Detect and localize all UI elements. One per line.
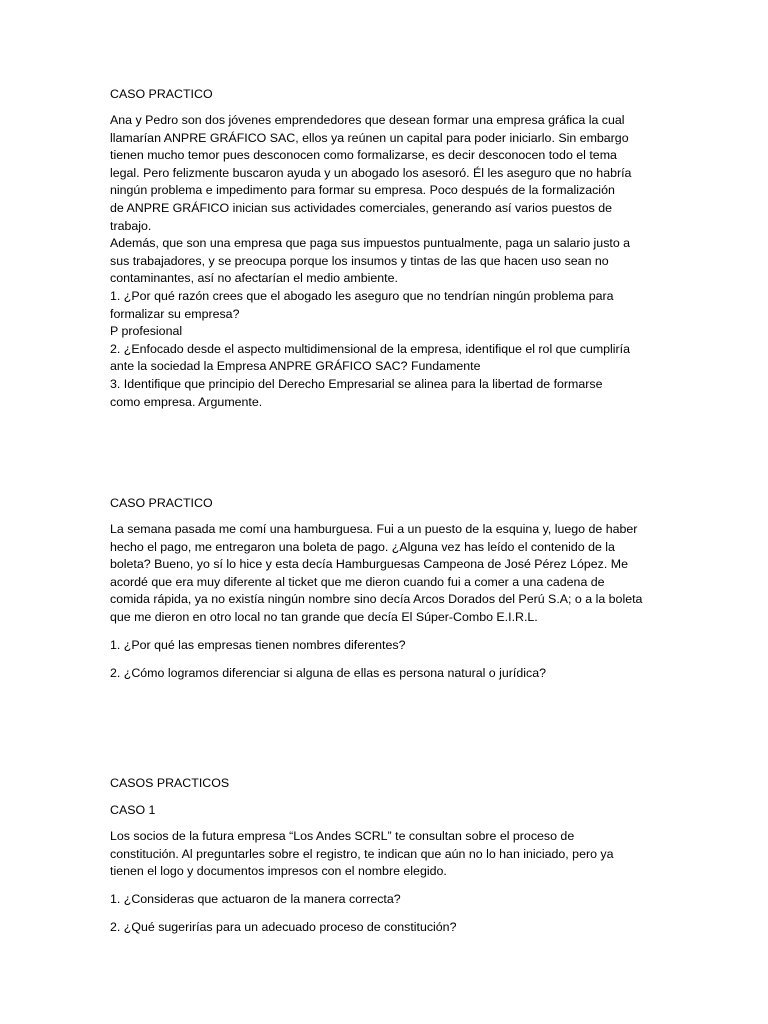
section-1-line: tienen mucho temor pues desconocen como formalizarse, es decir desconocen todo el tema [110,148,617,163]
section-1-line: trabajo. [110,218,152,233]
section-2-paragraph-line: boleta? Bueno, yo sí lo hice y esta decía Hamburguesas Campeona de José Pérez López. Me [110,557,628,572]
section-1-line: Ana y Pedro son dos jóvenes emprendedores que desean formar una empresa gráfica la cual [110,113,625,127]
section-3-subheading-block [110,802,658,820]
section-3-paragraph-line: tienen el logo y documentos impresos con el nombre elegido. [110,864,447,879]
section-2-paragraph-line: que me dieron en otro local no tan grande que decía El Súper-Combo E.I.R.L. [110,609,538,624]
section-1-question: 3. Identifique que principio del Derecho Empresarial se alinea para la libertad de formarse [110,376,603,391]
section-1-answer: P profesional [110,324,183,339]
section-1-line: legal. Pero felizmente buscaron ayuda y un abogado los asesoró. Él les aseguro que no habría [110,165,632,180]
section-1-question: 2. ¿Enfocado desde el aspecto multidimensional de la empresa, identifique el rol que cumpliría [110,341,631,356]
section-1-line: Además, que son una empresa que paga sus impuestos puntualmente, paga un salario justo a [110,236,631,251]
section-3-heading: CASOS PRACTICOS [110,776,230,790]
section-2-paragraph-line: acordé que era muy diferente al ticket que me dieron cuando fui a comer a una cadena de [110,574,605,589]
section-2-body [110,521,658,627]
section-1-line: de ANPRE GRÁFICO inician sus actividades comerciales, generando así varios puestos de [110,200,613,215]
section-1-question: como empresa. Argumente. [110,394,263,409]
section-2-paragraph-line: hecho el pago, me entregaron una boleta de pago. ¿Alguna vez has leído el contenido de la [110,539,615,554]
section-3-question: 1. ¿Consideras que actuaron de la manera correcta? [110,892,401,906]
section-1-heading: CASO PRACTICO [110,87,213,101]
section-3-paragraph-line: Los socios de la futura empresa “Los Andes SCRL” te consultan sobre el proceso de [110,829,575,843]
section-1 [110,86,658,104]
section-3-paragraph-line: constitución. Al preguntarles sobre el registro, te indican que aún no lo han iniciado, pero ya [110,846,614,861]
section-2-heading: CASO PRACTICO [110,496,213,510]
section-3-question-1 [110,891,658,909]
section-2-paragraph-line: comida rápida, ya no existía ningún nombre sino decía Arcos Dorados del Perú S.A; o a la boleta [110,592,643,607]
section-2-question-2 [110,665,658,683]
section-2 [110,495,658,513]
section-1-line: llamarían ANPRE GRÁFICO SAC, ellos ya reúnen un capital para poder iniciarlo. Sin embargo [110,130,629,145]
section-1-question: 1. ¿Por qué razón crees que el abogado les aseguro que no tendrían ningún problema para [110,288,614,303]
section-2-paragraph-line: La semana pasada me comí una hamburguesa. Fui a un puesto de la esquina y, luego de haber [110,522,638,536]
section-3-subheading: CASO 1 [110,803,156,817]
section-1-line: sus trabajadores, y se preocupa porque los insumos y tintas de las que hacen uso sean no [110,253,609,268]
section-3-body [110,828,658,881]
section-1-question: formalizar su empresa? [110,306,240,321]
section-3-question-2 [110,919,658,937]
section-2-question: 2. ¿Cómo logramos diferenciar si alguna de ellas es persona natural o jurídica? [110,666,546,680]
section-1-line: ningún problema e impedimento para formar su empresa. Poco después de la formalización [110,183,615,198]
section-1-line: contaminantes, así no afectarían el medio ambiente. [110,271,398,286]
section-2-question: 1. ¿Por qué las empresas tienen nombres diferentes? [110,638,406,652]
section-2-question-1 [110,637,658,655]
section-1-body [110,112,658,411]
section-3 [110,775,658,793]
section-1-question: ante la sociedad la Empresa ANPRE GRÁFICO SAC? Fundamente [110,359,481,374]
section-3-question: 2. ¿Qué sugerirías para un adecuado proceso de constitución? [110,920,457,934]
